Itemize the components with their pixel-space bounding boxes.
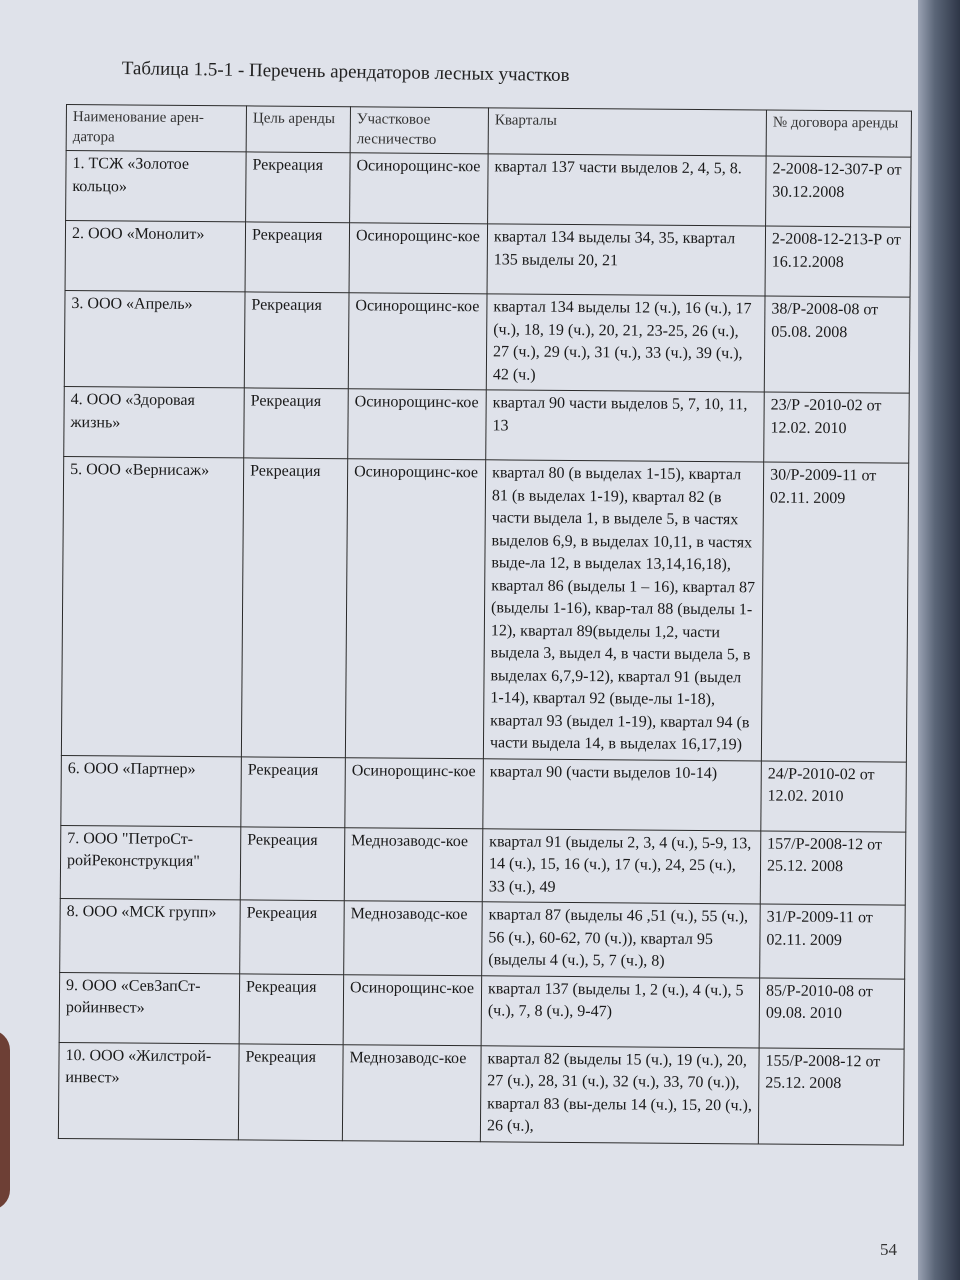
tenant-name-cell: 3. ООО «Апрель»	[64, 290, 245, 387]
tenant-name-cell: 10. ООО «Жилстрой-инвест»	[58, 1042, 239, 1139]
quarters-cell: квартал 137 (выделы 1, 2 (ч.), 4 (ч.), 5 (ч.), 7, 8 (ч.), 9-47)	[481, 975, 760, 1047]
table-row	[58, 1042, 904, 1145]
forestry-cell: Меднозаводс-кое	[344, 827, 483, 902]
purpose-cell: Рекреация	[238, 1043, 343, 1140]
forestry-cell: Меднозаводс-кое	[342, 1044, 481, 1141]
leaseholders-table	[58, 104, 912, 1145]
tenant-name-cell: 7. ООО "ПетроСт-ройРеконструкция"	[60, 825, 241, 900]
header-tenant-name: Наименование арен-датора	[66, 105, 246, 152]
tenant-name-cell: 4. ООО «Здоровая жизнь»	[64, 386, 245, 457]
contract-cell: 85/Р-2010-08 от 09.08. 2010	[759, 977, 905, 1048]
purpose-cell: Рекреация	[241, 458, 347, 757]
purpose-cell: Рекреация	[246, 152, 351, 223]
tenant-name-cell: 5. ООО «Вернисаж»	[61, 456, 243, 756]
contract-cell: 30/Р-2009-11 от 02.11. 2009	[761, 462, 908, 762]
table-row	[60, 825, 906, 905]
purpose-cell: Рекреация	[245, 222, 350, 293]
quarters-cell: квартал 137 части выделов 2, 4, 5, 8.	[488, 154, 767, 226]
forestry-cell: Осинорощинс-кое	[348, 389, 487, 460]
purpose-cell: Рекреация	[240, 826, 345, 900]
table-row	[60, 898, 906, 978]
tenant-name-cell: 9. ООО «СевЗапСт-ройинвест»	[59, 972, 240, 1043]
tenant-name-cell: 1. ТСЖ «Золотое кольцо»	[66, 151, 247, 222]
forestry-cell: Осинорощинс-кое	[349, 223, 488, 294]
quarters-cell: квартал 134 выделы 12 (ч.), 16 (ч.), 17 (ч.), 18, 19 (ч.), 20, 21, 23-25, 26 (ч.), 27 (ч.), 29 (ч.), 31 (ч.), 33 (ч.), 39 (ч.), 42 (ч.)	[486, 294, 765, 392]
table-title: Таблица 1.5-1 - Перечень арендаторов лесных участков	[121, 58, 570, 87]
forestry-cell: Осинорощинс-кое	[345, 757, 484, 828]
contract-cell: 38/Р-2008-08 от 05.08. 2008	[764, 296, 910, 393]
forestry-cell: Осинорощинс-кое	[343, 974, 482, 1045]
table-row	[64, 290, 910, 393]
contract-cell: 23/Р -2010-02 от 12.02. 2010	[764, 392, 910, 463]
purpose-cell: Рекреация	[244, 292, 349, 389]
tenant-name-cell: 2. ООО «Монолит»	[65, 221, 246, 292]
table-row	[66, 151, 912, 228]
header-lease-purpose: Цель аренды	[246, 106, 350, 153]
contract-cell: 2-2008-12-213-Р от 16.12.2008	[765, 226, 911, 297]
tenant-name-cell: 6. ООО «Партнер»	[61, 755, 242, 826]
table-row	[61, 456, 908, 761]
contract-cell: 31/Р-2009-11 от 02.11. 2009	[760, 904, 906, 979]
purpose-cell: Рекреация	[240, 900, 345, 974]
contract-cell: 155/Р-2008-12 от 25.12. 2008	[758, 1047, 904, 1144]
binder-spine	[918, 0, 960, 1280]
quarters-cell: квартал 87 (выделы 46 ,51 (ч.), 55 (ч.), 56 (ч.), 60-62, 70 (ч.)), квартал 95 (выделы 4 (ч.), 5, 7 (ч.), 8)	[482, 902, 761, 978]
quarters-cell: квартал 134 выделы 34, 35, квартал 135 выделы 20, 21	[487, 224, 766, 296]
forestry-cell: Меднозаводс-кое	[344, 901, 483, 976]
purpose-cell: Рекреация	[244, 388, 349, 459]
quarters-cell: квартал 90 части выделов 5, 7, 10, 11, 13	[486, 390, 765, 462]
tenant-name-cell: 8. ООО «МСК групп»	[60, 898, 241, 973]
table-row	[59, 972, 905, 1049]
contract-cell: 24/Р-2010-02 от 12.02. 2010	[761, 760, 907, 831]
header-quarters: Кварталы	[488, 108, 766, 156]
forestry-cell: Осинорощинс-кое	[350, 153, 489, 224]
finger-edge	[0, 1030, 10, 1210]
quarters-cell: квартал 90 (части выделов 10-14)	[483, 758, 762, 830]
header-contract-number: № договора аренды	[766, 110, 911, 157]
table-row	[64, 386, 910, 463]
forestry-cell: Осинорощинс-кое	[348, 293, 487, 390]
contract-cell: 2-2008-12-307-Р от 30.12.2008	[766, 156, 912, 227]
quarters-cell: квартал 82 (выделы 15 (ч.), 19 (ч.), 20, 27 (ч.), 28, 31 (ч.), 32 (ч.), 33, 70 (ч.)), квартал 83 (вы-делы 14 (ч.), 15, 20 (ч.), 26 (ч.),	[480, 1045, 759, 1143]
contract-cell: 157/Р-2008-12 от 25.12. 2008	[760, 830, 906, 905]
table-header-row	[66, 105, 911, 158]
quarters-cell: квартал 80 (в выделах 1-15), квартал 81 (в выделах 1-19), квартал 82 (в части выдела 1, в выделе 5, в частях выделов 6,9, в выделах 10,11, в частях выде-ла 12, в выделах 13,14,16,18), квартал 86 (выделы 1 – 16), квартал 87 (выделы 1-16), квар-тал 88 (выделы 1-12), квартал 89(выделы 1,2, части выдела 3, выдел 4, в части выдела 5, в выделах 6,7,9-12), квартал 91 (выдел 1-14), квартал 92 (выде-лы 1-18), квартал 93 (выдел 1-19), квартал 94 (в части выдела 14, в выделах 16,17,19)	[483, 460, 763, 761]
purpose-cell: Рекреация	[239, 973, 344, 1044]
quarters-cell: квартал 91 (выделы 2, 3, 4 (ч.), 5-9, 13, 14 (ч.), 15, 16 (ч.), 17 (ч.), 24, 25 (ч.), 33 (ч.), 49	[482, 828, 761, 904]
purpose-cell: Рекреация	[241, 756, 346, 827]
table-row	[65, 221, 911, 298]
page-number: 54	[880, 1240, 897, 1259]
header-forestry: Участковое лесничество	[350, 107, 488, 154]
forestry-cell: Осинорощинс-кое	[345, 459, 485, 759]
table-row	[61, 755, 907, 832]
